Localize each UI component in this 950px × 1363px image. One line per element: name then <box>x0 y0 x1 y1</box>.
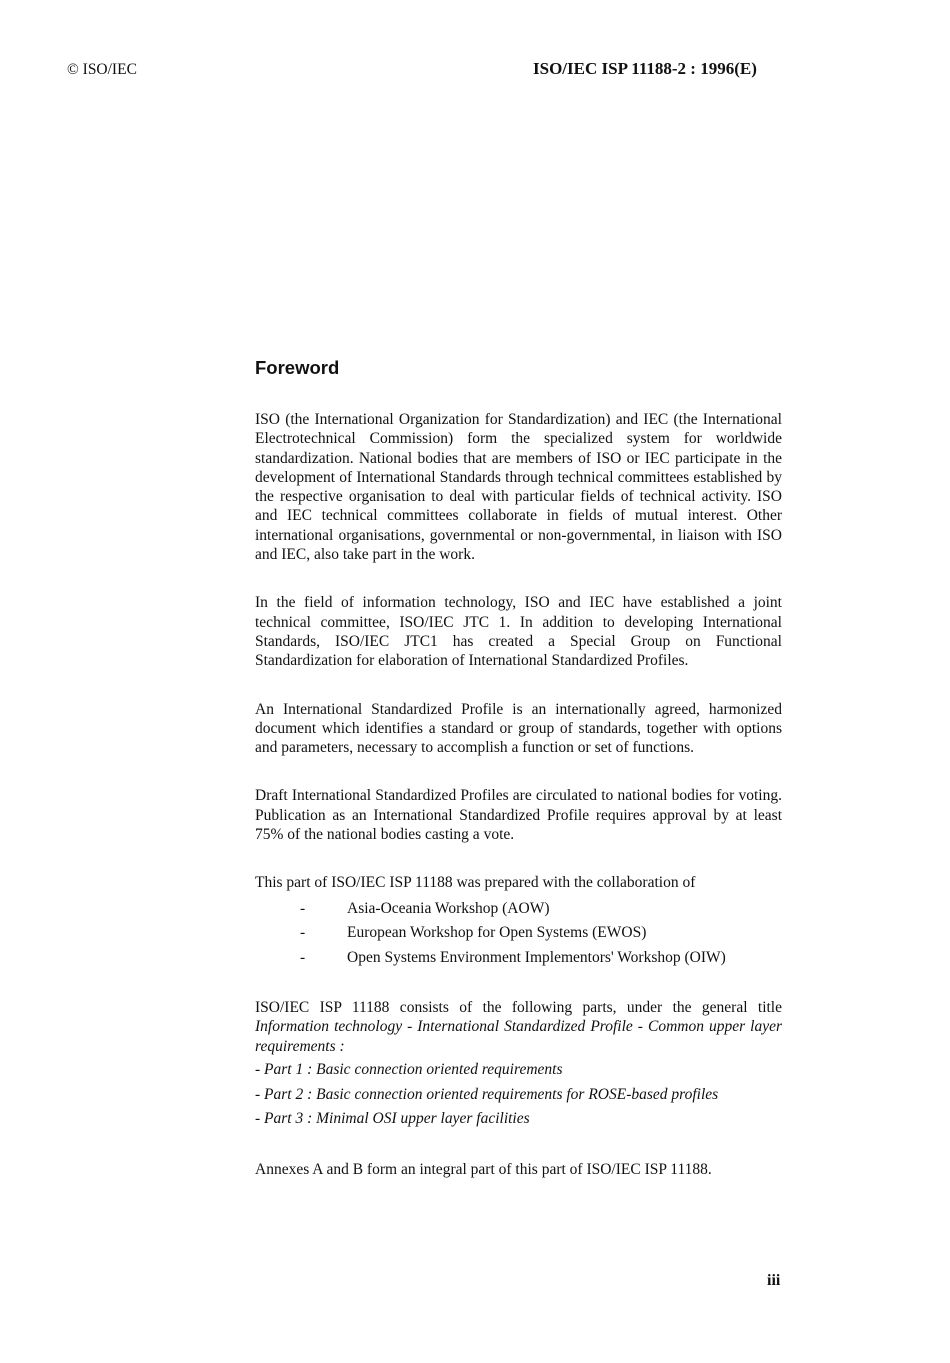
list-item: - Part 2 : Basic connection oriented requirements for ROSE-based profiles <box>255 1085 719 1103</box>
list-item <box>255 897 782 922</box>
collaboration-list <box>255 897 782 971</box>
dash-marker: - <box>300 924 306 942</box>
parts-intro-text: ISO/IEC ISP 11188 consists of the following parts, under the general title <box>255 999 782 1017</box>
dash-marker: - <box>300 899 306 917</box>
header-document-id: ISO/IEC ISP 11188-2 : 1996(E) <box>533 59 757 78</box>
list-item: - Part 3 : Minimal OSI upper layer facilities <box>255 1110 530 1128</box>
paragraph-jtc1: In the field of information technology, ISO and IEC have established a joint technical committee, ISO/IEC JTC 1. In addition to developing International Standards, ISO/IEC JTC1 has created a Special Group on Functional Standardization for elaboration of International Standardized Profiles. <box>255 594 782 670</box>
parts-list <box>255 1058 782 1132</box>
list-item-text: European Workshop for Open Systems (EWOS) <box>347 924 647 942</box>
page-number: iii <box>767 1272 781 1289</box>
list-item-text: Asia-Oceania Workshop (AOW) <box>347 899 550 917</box>
paragraph-annexes: Annexes A and B form an integral part of this part of ISO/IEC ISP 11188. <box>255 1160 712 1178</box>
paragraph-iso-iec: ISO (the International Organization for Standardization) and IEC (the International Electrotechnical Commission) form the specialized system for worldwide standardization. National bodies that are members of ISO or IEC participate in the development of International Standards through technical committees established by the respective organisation to deal with particular fields of technical activity. ISO and IEC technical committees collaborate in fields of mutual interest. Other international organisations, governmental or non-governmental, in liaison with ISO and IEC, also take part in the work. <box>255 411 782 564</box>
foreword-body <box>255 410 782 1208</box>
list-item <box>255 921 782 946</box>
paragraph-voting: Draft International Standardized Profiles are circulated to national bodies for voting. Publication as an International Standardized Profile requires approval by at least 75% of the national bodies casting a vote. <box>255 787 782 844</box>
list-item-text: Open Systems Environment Implementors' Workshop (OIW) <box>347 948 726 966</box>
paragraph-parts-intro <box>255 998 782 1056</box>
list-item <box>255 946 782 971</box>
header-copyright: © ISO/IEC <box>67 61 137 78</box>
parts-general-title: Information technology - International Standardized Profile - Common upper layer requirements : <box>255 1018 782 1055</box>
dash-marker: - <box>300 948 306 966</box>
paragraph-collaboration-intro: This part of ISO/IEC ISP 11188 was prepared with the collaboration of <box>255 874 696 892</box>
paragraph-isp-definition: An International Standardized Profile is an internationally agreed, harmonized document which identifies a standard or group of standards, together with options and parameters, necessary to accomplish a function or set of functions. <box>255 700 782 757</box>
list-item: - Part 1 : Basic connection oriented requirements <box>255 1061 563 1079</box>
page-title: Foreword <box>255 357 340 378</box>
